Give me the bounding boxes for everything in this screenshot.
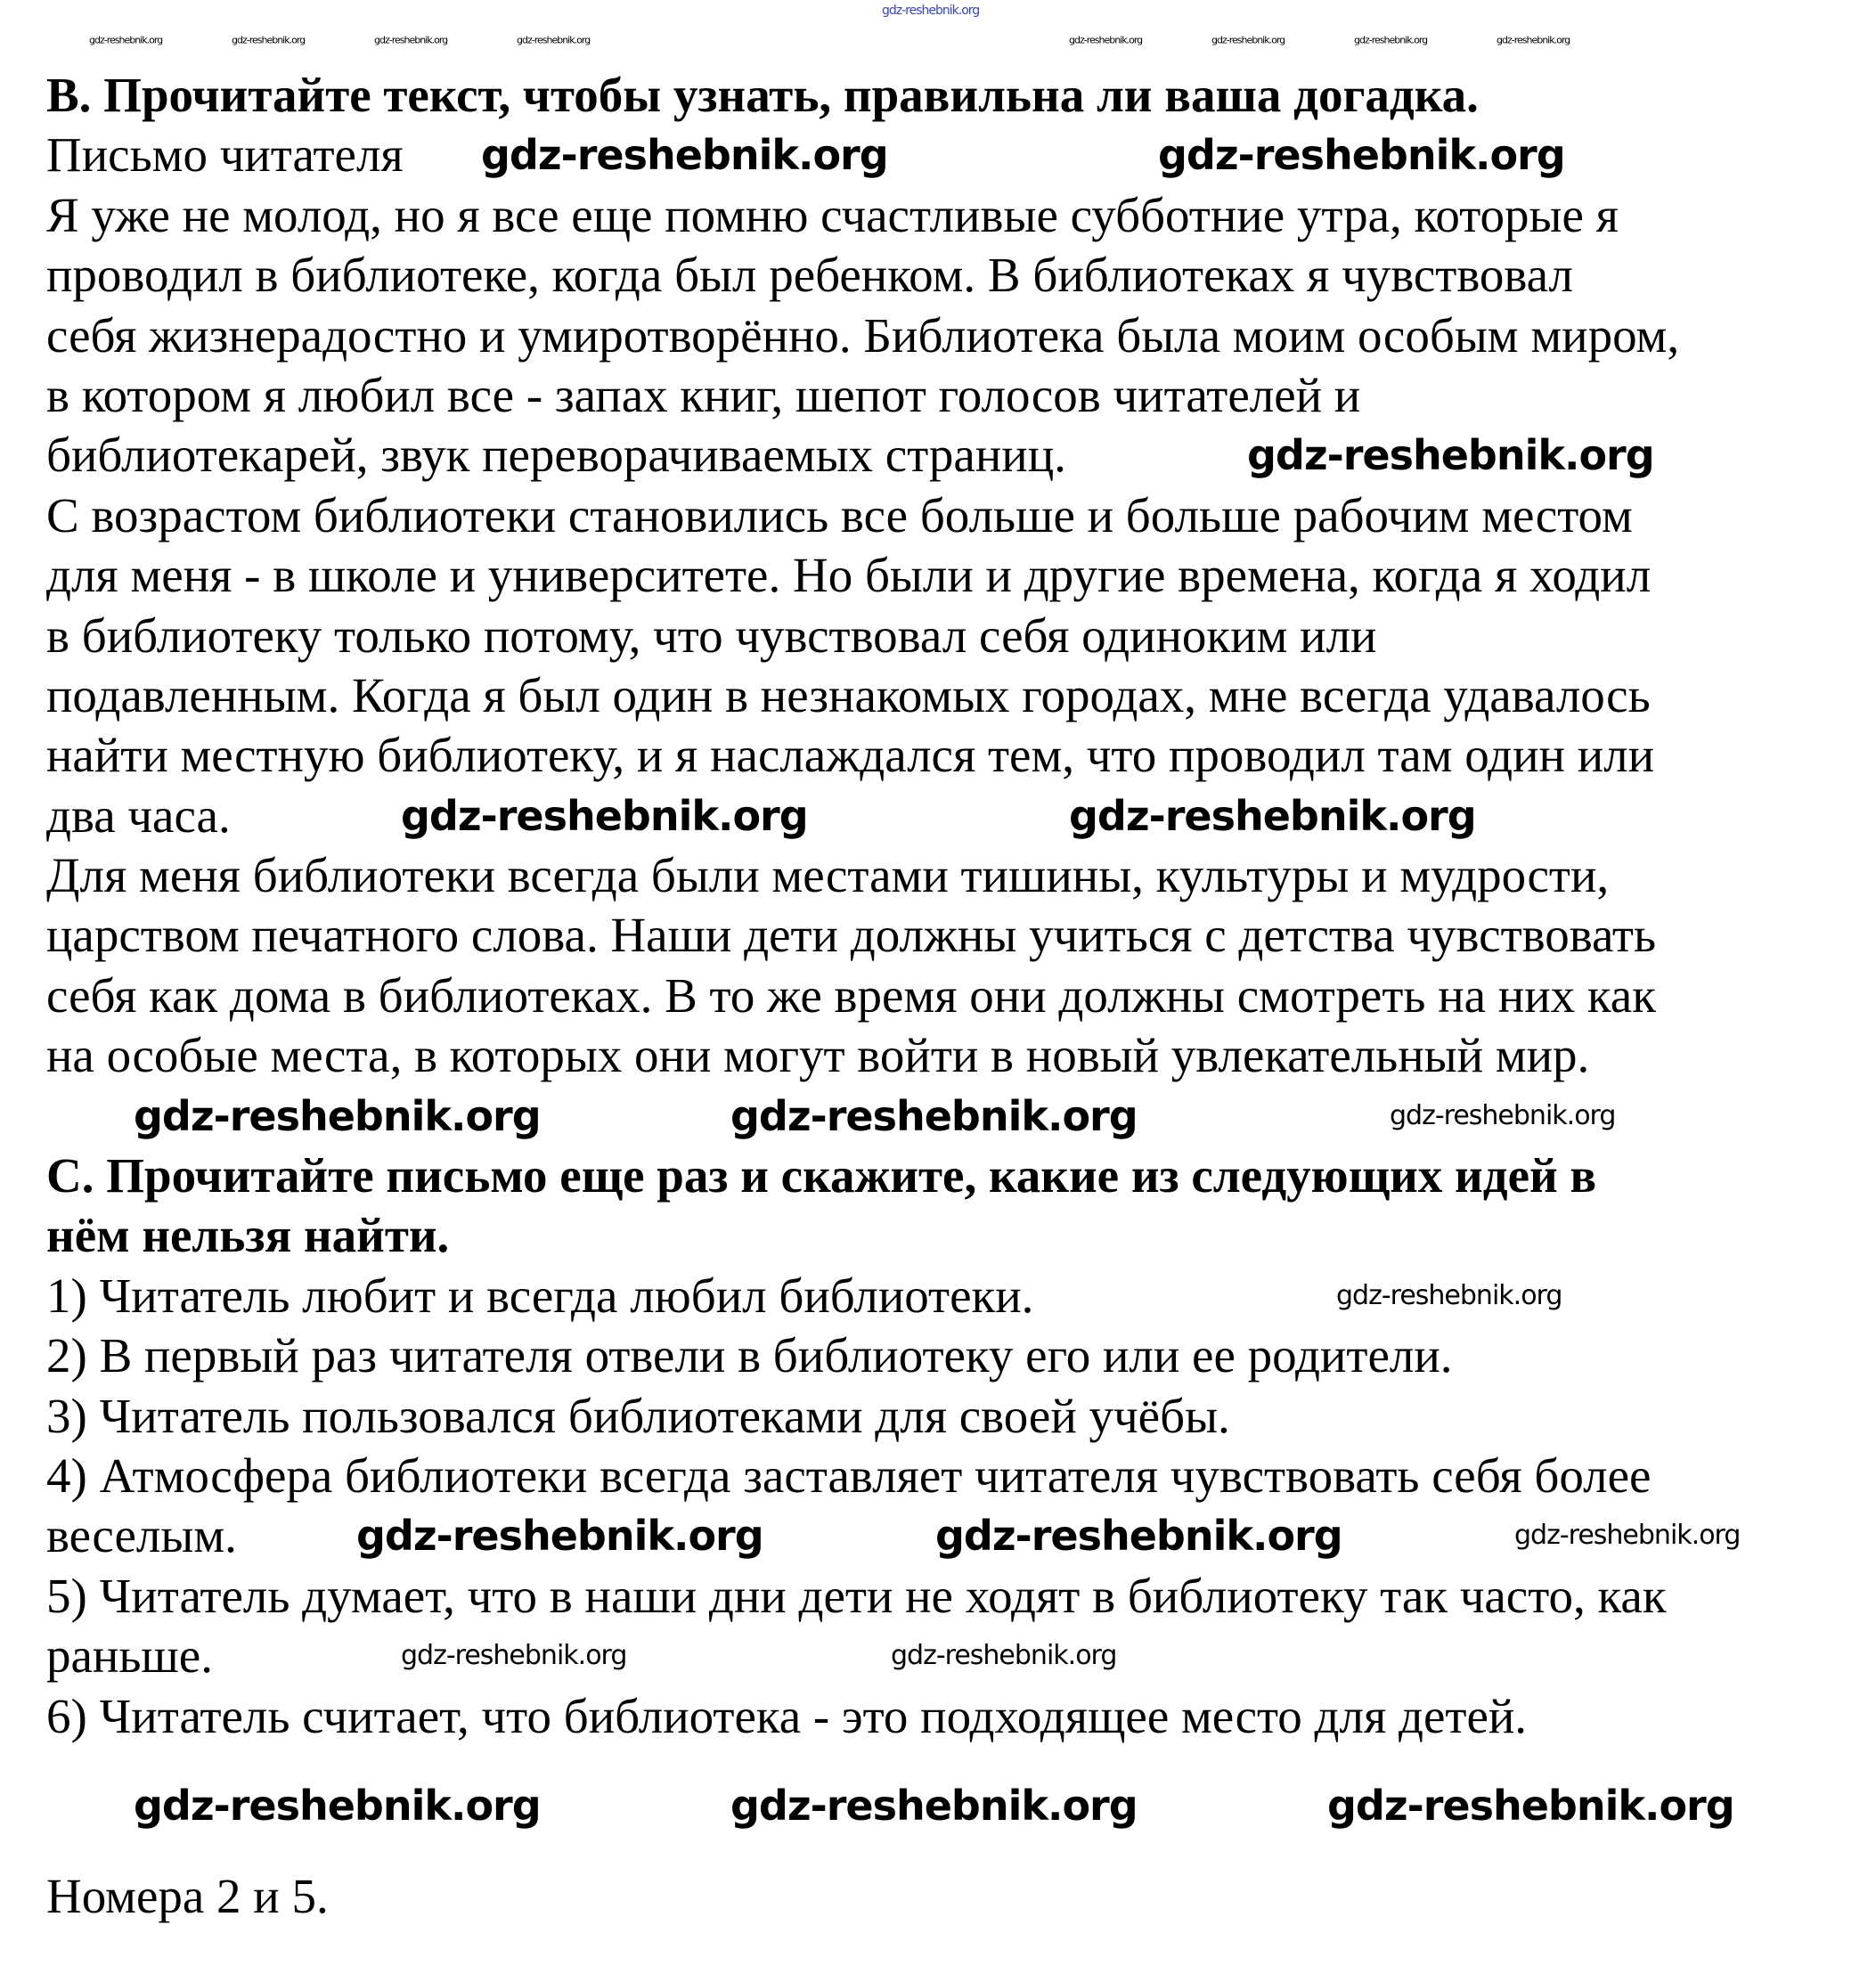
letter-line: Для меня библиотеки всегда были местами тишины, культуры и мудрости, <box>46 848 1610 903</box>
watermark: gdz-reshebnik.org <box>481 131 888 179</box>
watermark: gdz-reshebnik.org <box>1069 34 1143 46</box>
section-c-heading: C. Прочитайте письмо еще раз и скажите, какие из следующих идей в <box>46 1148 1597 1203</box>
watermark: gdz-reshebnik.org <box>882 4 980 18</box>
watermark: gdz-reshebnik.org <box>134 1782 541 1830</box>
watermark: gdz-reshebnik.org <box>401 1640 627 1671</box>
watermark: gdz-reshebnik.org <box>232 34 306 46</box>
watermark: gdz-reshebnik.org <box>374 34 448 46</box>
watermark: gdz-reshebnik.org <box>1069 792 1476 840</box>
watermark: gdz-reshebnik.org <box>1514 1520 1741 1551</box>
letter-line: себя жизнерадостно и умиротворённо. Библиотека была моим особым миром, <box>46 307 1680 363</box>
answer: Номера 2 и 5. <box>46 1868 329 1923</box>
watermark: gdz-reshebnik.org <box>1390 1100 1616 1131</box>
watermark: gdz-reshebnik.org <box>1327 1782 1734 1830</box>
list-item: раньше. <box>46 1628 213 1684</box>
watermark: gdz-reshebnik.org <box>1247 431 1654 479</box>
letter-line: в библиотеку только потому, что чувствовал себя одиноким или <box>46 608 1377 663</box>
section-c-heading: нём нельзя найти. <box>46 1208 450 1263</box>
section-b-heading: B. Прочитайте текст, чтобы узнать, правильна ли ваша догадка. <box>46 68 1479 122</box>
letter-line: библиотекарей, звук переворачиваемых страниц. <box>46 428 1066 483</box>
watermark: gdz-reshebnik.org <box>1336 1280 1562 1311</box>
watermark: gdz-reshebnik.org <box>1354 34 1428 46</box>
letter-line: подавленным. Когда я был один в незнакомых городах, мне всегда удавалось <box>46 667 1651 722</box>
letter-line: в котором я любил все - запах книг, шепот голосов читателей и <box>46 367 1361 422</box>
list-item: 6) Читатель считает, что библиотека - это подходящее место для детей. <box>46 1688 1528 1743</box>
list-item: 4) Атмосфера библиотеки всегда заставляет читателя чувствовать себя более <box>46 1448 1652 1503</box>
watermark: gdz-reshebnik.org <box>730 1782 1138 1830</box>
watermark: gdz-reshebnik.org <box>356 1512 763 1560</box>
watermark: gdz-reshebnik.org <box>134 1092 541 1140</box>
watermark: gdz-reshebnik.org <box>401 792 808 840</box>
watermark: gdz-reshebnik.org <box>891 1640 1117 1671</box>
letter-line: царством печатного слова. Наши дети должны учиться с детства чувствовать <box>46 908 1657 963</box>
watermark: gdz-reshebnik.org <box>1158 131 1565 179</box>
letter-title: Письмо читателя <box>46 127 404 183</box>
letter-line: два часа. <box>46 787 231 843</box>
watermark: gdz-reshebnik.org <box>89 34 163 46</box>
letter-line: на особые места, в которых они могут войти в новый увлекательный мир. <box>46 1028 1590 1083</box>
list-item: веселым. <box>46 1508 237 1563</box>
watermark: gdz-reshebnik.org <box>1497 34 1570 46</box>
list-item: 5) Читатель думает, что в наши дни дети не ходят в библиотеку так часто, как <box>46 1568 1667 1623</box>
list-item: 2) В первый раз читателя отвели в библиотеку его или ее родители. <box>46 1328 1453 1383</box>
list-item: 3) Читатель пользовался библиотеками для своей учёбы. <box>46 1388 1230 1443</box>
letter-line: проводил в библиотеке, когда был ребенком. В библиотеках я чувствовал <box>46 248 1573 303</box>
watermark: gdz-reshebnik.org <box>1211 34 1285 46</box>
letter-line: Я уже не молод, но я все еще помню счастливые субботние утра, которые я <box>46 187 1619 242</box>
watermark: gdz-reshebnik.org <box>517 34 591 46</box>
letter-line: для меня - в школе и университете. Но были и другие времена, когда я ходил <box>46 548 1652 603</box>
letter-line: найти местную библиотеку, и я наслаждался тем, что проводил там один или <box>46 728 1655 783</box>
letter-line: себя как дома в библиотеках. В то же время они должны смотреть на них как <box>46 967 1656 1023</box>
letter-line: С возрастом библиотеки становились все больше и больше рабочим местом <box>46 487 1633 542</box>
list-item: 1) Читатель любит и всегда любил библиотеки. <box>46 1268 1034 1323</box>
watermark: gdz-reshebnik.org <box>935 1512 1342 1560</box>
watermark: gdz-reshebnik.org <box>730 1092 1138 1140</box>
